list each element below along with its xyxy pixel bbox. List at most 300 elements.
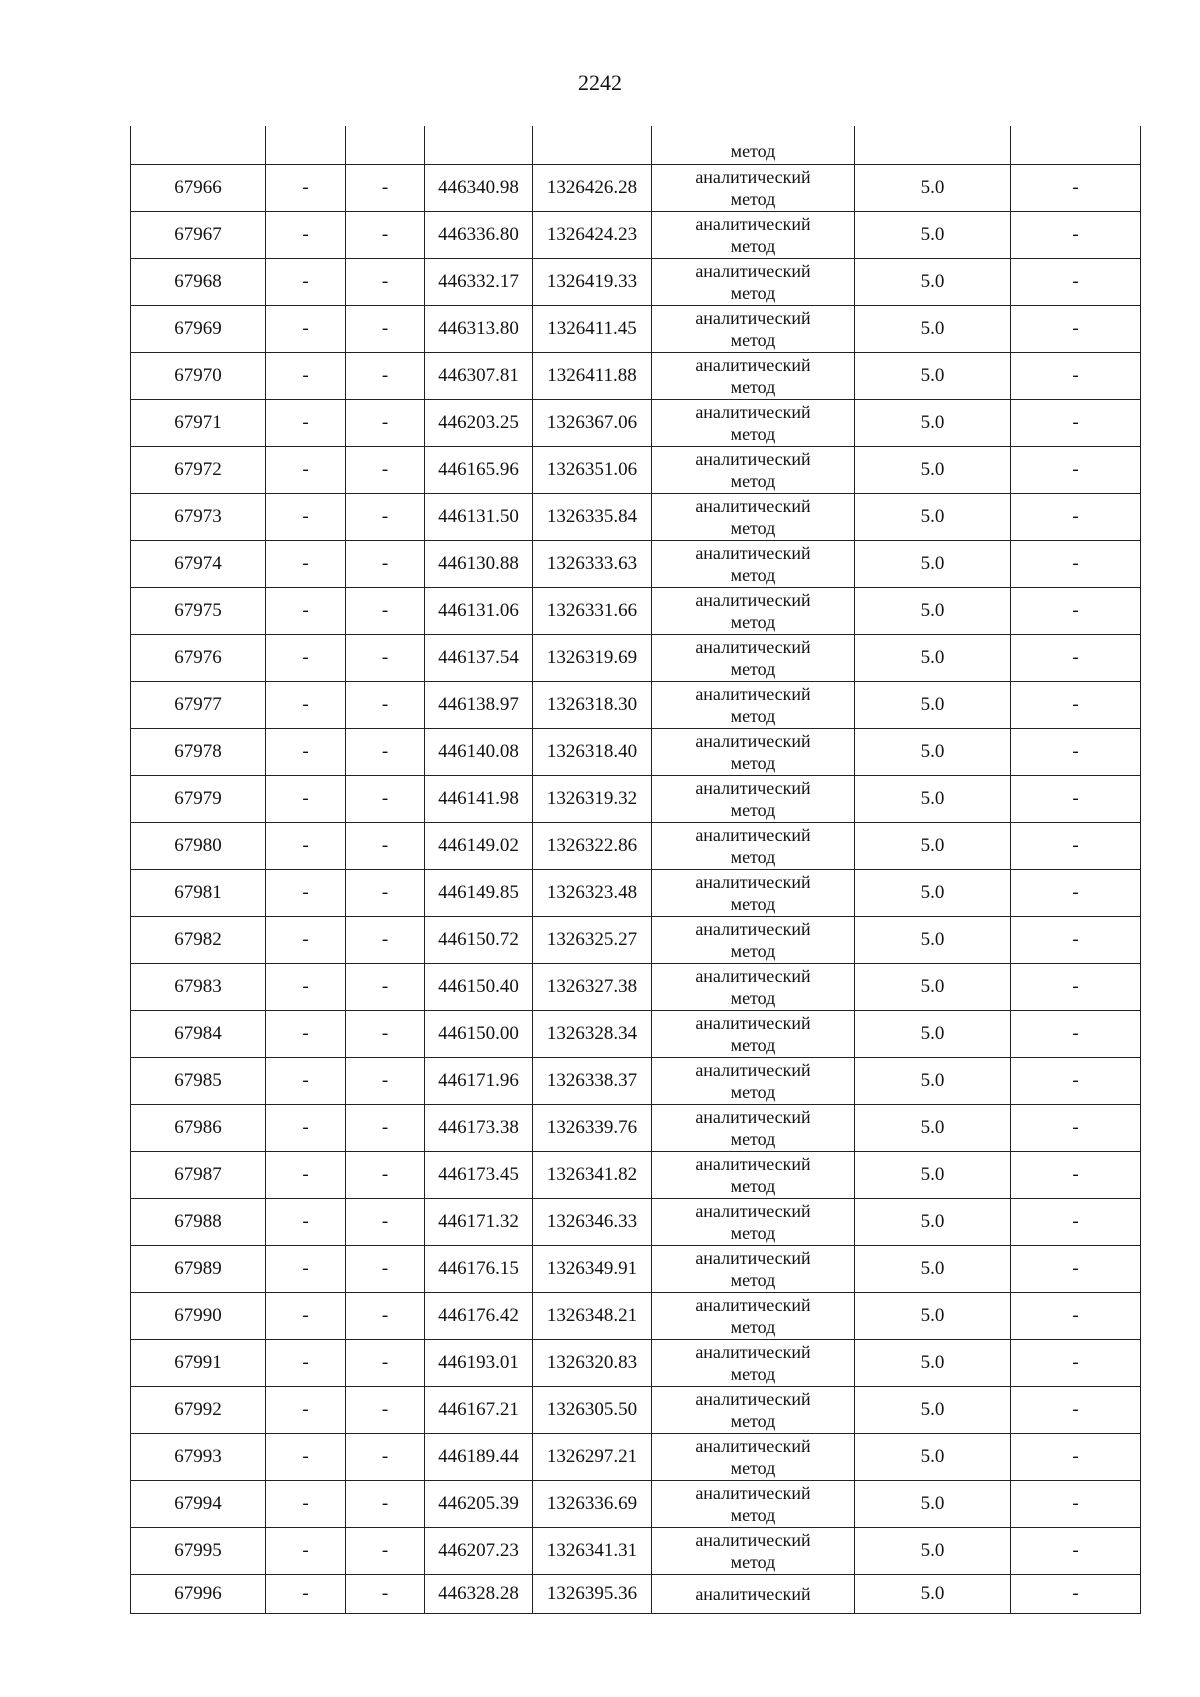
cell-col3 — [346, 126, 425, 165]
cell-accuracy: 5.0 — [855, 165, 1011, 212]
cell-id: 67995 — [131, 1528, 266, 1575]
cell-col8: - — [1011, 400, 1141, 447]
cell-col2: - — [266, 823, 346, 870]
cell-x: 446328.28 — [425, 1575, 533, 1614]
cell-col2: - — [266, 494, 346, 541]
cell-method — [652, 729, 855, 776]
cell-x: 446141.98 — [425, 776, 533, 823]
method-line: аналитический — [695, 919, 811, 939]
cell-col3: - — [346, 447, 425, 494]
cell-id: 67969 — [131, 306, 266, 353]
cell-y: 1326318.30 — [533, 682, 652, 729]
cell-method — [652, 1199, 855, 1246]
cell-method — [652, 1293, 855, 1340]
table-row — [131, 1340, 1141, 1387]
cell-col3: - — [346, 259, 425, 306]
table-row — [131, 776, 1141, 823]
cell-col3: - — [346, 306, 425, 353]
cell-col2: - — [266, 1246, 346, 1293]
cell-id: 67985 — [131, 1058, 266, 1105]
method-line: метод — [730, 377, 776, 397]
cell-col8: - — [1011, 1058, 1141, 1105]
cell-method — [652, 212, 855, 259]
cell-col3: - — [346, 1246, 425, 1293]
cell-x: 446332.17 — [425, 259, 533, 306]
cell-col8: - — [1011, 917, 1141, 964]
cell-col8: - — [1011, 353, 1141, 400]
cell-id: 67992 — [131, 1387, 266, 1434]
method-line: аналитический — [695, 1483, 811, 1503]
method-line: аналитический — [695, 1013, 811, 1033]
cell-col2: - — [266, 1058, 346, 1105]
method-line: метод — [730, 1552, 776, 1572]
method-line: аналитический — [695, 496, 811, 516]
cell-id: 67982 — [131, 917, 266, 964]
cell-col2: - — [266, 870, 346, 917]
cell-x: 446137.54 — [425, 635, 533, 682]
cell-id: 67979 — [131, 776, 266, 823]
cell-col8: - — [1011, 1293, 1141, 1340]
cell-y: 1326419.33 — [533, 259, 652, 306]
cell-col8: - — [1011, 1528, 1141, 1575]
method-line: аналитический — [695, 637, 811, 657]
cell-col8: - — [1011, 212, 1141, 259]
table-body — [131, 126, 1141, 1614]
continuation-row — [131, 126, 1141, 165]
cell-accuracy: 5.0 — [855, 400, 1011, 447]
cell-col2: - — [266, 1481, 346, 1528]
method-line: аналитический — [695, 1154, 811, 1174]
cell-y: 1326328.34 — [533, 1011, 652, 1058]
cell-col3: - — [346, 1011, 425, 1058]
cell-col2: - — [266, 541, 346, 588]
cell-accuracy: 5.0 — [855, 1387, 1011, 1434]
cell-method — [652, 353, 855, 400]
cell-col8: - — [1011, 165, 1141, 212]
method-line: аналитический — [695, 308, 811, 328]
cell-y: 1326297.21 — [533, 1434, 652, 1481]
cell-id: 67973 — [131, 494, 266, 541]
method-line: метод — [730, 659, 776, 679]
cell-col2: - — [266, 635, 346, 682]
cell-accuracy: 5.0 — [855, 588, 1011, 635]
cell-y: 1326322.86 — [533, 823, 652, 870]
cell-col3: - — [346, 870, 425, 917]
cell-y: 1326341.82 — [533, 1152, 652, 1199]
cell-accuracy — [855, 126, 1011, 165]
method-line: аналитический — [695, 1060, 811, 1080]
cell-accuracy: 5.0 — [855, 964, 1011, 1011]
cell-col8: - — [1011, 635, 1141, 682]
cell-col3: - — [346, 1434, 425, 1481]
cell-y: 1326424.23 — [533, 212, 652, 259]
cell-method — [652, 1387, 855, 1434]
table-row — [131, 682, 1141, 729]
cell-accuracy: 5.0 — [855, 1199, 1011, 1246]
cell-y: 1326411.45 — [533, 306, 652, 353]
method-line: аналитический — [695, 261, 811, 281]
method-line: метод — [730, 988, 776, 1008]
table-row — [131, 1528, 1141, 1575]
cell-x: 446149.02 — [425, 823, 533, 870]
cell-x: 446171.32 — [425, 1199, 533, 1246]
cell-col3: - — [346, 964, 425, 1011]
cell-col2: - — [266, 400, 346, 447]
cell-accuracy: 5.0 — [855, 1246, 1011, 1293]
table-row — [131, 635, 1141, 682]
cell-id: 67990 — [131, 1293, 266, 1340]
cell-col2 — [266, 126, 346, 165]
cell-accuracy: 5.0 — [855, 1481, 1011, 1528]
cell-col8: - — [1011, 588, 1141, 635]
cell-x: 446171.96 — [425, 1058, 533, 1105]
cell-y: 1326336.69 — [533, 1481, 652, 1528]
cell-col8: - — [1011, 682, 1141, 729]
cell-col2: - — [266, 1528, 346, 1575]
cell-method — [652, 1481, 855, 1528]
cell-col3: - — [346, 212, 425, 259]
cell-x — [425, 126, 533, 165]
cell-method — [652, 635, 855, 682]
cell-x: 446131.50 — [425, 494, 533, 541]
cell-col2: - — [266, 1575, 346, 1614]
cell-method — [652, 541, 855, 588]
cell-id: 67975 — [131, 588, 266, 635]
cell-x: 446149.85 — [425, 870, 533, 917]
cell-method — [652, 1152, 855, 1199]
table-row — [131, 823, 1141, 870]
table-row — [131, 1011, 1141, 1058]
cell-col2: - — [266, 212, 346, 259]
table-row — [131, 1575, 1141, 1614]
cell-accuracy: 5.0 — [855, 212, 1011, 259]
cell-method — [652, 682, 855, 729]
method-line: метод — [730, 1270, 776, 1290]
cell-id: 67988 — [131, 1199, 266, 1246]
cell-x: 446165.96 — [425, 447, 533, 494]
cell-x: 446150.72 — [425, 917, 533, 964]
cell-y: 1326323.48 — [533, 870, 652, 917]
table-row — [131, 1293, 1141, 1340]
method-line: аналитический — [695, 1201, 811, 1221]
cell-method — [652, 1575, 855, 1614]
table-row — [131, 400, 1141, 447]
cell-method — [652, 447, 855, 494]
method-line: аналитический — [695, 872, 811, 892]
method-line: аналитический — [695, 543, 811, 563]
cell-col8: - — [1011, 447, 1141, 494]
cell-col3: - — [346, 823, 425, 870]
cell-x: 446173.45 — [425, 1152, 533, 1199]
cell-col8: - — [1011, 1246, 1141, 1293]
cell-id: 67983 — [131, 964, 266, 1011]
method-line: метод — [730, 236, 776, 256]
cell-col8: - — [1011, 729, 1141, 776]
cell-col8: - — [1011, 1340, 1141, 1387]
cell-accuracy: 5.0 — [855, 1340, 1011, 1387]
cell-col2: - — [266, 259, 346, 306]
table-row — [131, 729, 1141, 776]
cell-col2: - — [266, 1387, 346, 1434]
cell-col3: - — [346, 353, 425, 400]
cell-col2: - — [266, 964, 346, 1011]
cell-accuracy: 5.0 — [855, 917, 1011, 964]
cell-col8 — [1011, 126, 1141, 165]
method-line: аналитический — [695, 778, 811, 798]
cell-method — [652, 1246, 855, 1293]
cell-id: 67980 — [131, 823, 266, 870]
cell-col2: - — [266, 1152, 346, 1199]
cell-method — [652, 917, 855, 964]
method-line: метод — [730, 1082, 776, 1102]
cell-x: 446203.25 — [425, 400, 533, 447]
cell-method — [652, 1434, 855, 1481]
cell-x: 446131.06 — [425, 588, 533, 635]
cell-accuracy: 5.0 — [855, 1105, 1011, 1152]
method-line: метод — [730, 800, 776, 820]
cell-col2: - — [266, 588, 346, 635]
cell-x: 446313.80 — [425, 306, 533, 353]
cell-method — [652, 494, 855, 541]
method-line: метод — [730, 1129, 776, 1149]
cell-col3: - — [346, 1340, 425, 1387]
cell-accuracy: 5.0 — [855, 259, 1011, 306]
method-line: метод — [730, 1458, 776, 1478]
cell-method — [652, 259, 855, 306]
cell-y: 1326367.06 — [533, 400, 652, 447]
cell-col2: - — [266, 1011, 346, 1058]
cell-accuracy: 5.0 — [855, 1058, 1011, 1105]
cell-id: 67986 — [131, 1105, 266, 1152]
cell-id: 67966 — [131, 165, 266, 212]
cell-id: 67974 — [131, 541, 266, 588]
cell-accuracy: 5.0 — [855, 1528, 1011, 1575]
method-line: аналитический — [695, 1295, 811, 1315]
cell-y: 1326411.88 — [533, 353, 652, 400]
method-line: метод — [730, 1035, 776, 1055]
cell-method — [652, 306, 855, 353]
cell-accuracy: 5.0 — [855, 541, 1011, 588]
cell-id: 67981 — [131, 870, 266, 917]
cell-method — [652, 776, 855, 823]
cell-col8: - — [1011, 306, 1141, 353]
cell-col8: - — [1011, 1105, 1141, 1152]
cell-col3: - — [346, 1575, 425, 1614]
cell-col3: - — [346, 1528, 425, 1575]
method-line: аналитический — [695, 590, 811, 610]
method-line: метод — [730, 565, 776, 585]
cell-col3: - — [346, 1293, 425, 1340]
cell-col3: - — [346, 635, 425, 682]
method-line: аналитический — [695, 966, 811, 986]
cell-col8: - — [1011, 1434, 1141, 1481]
cell-accuracy: 5.0 — [855, 682, 1011, 729]
method-line: метод — [730, 1364, 776, 1384]
cell-col3: - — [346, 729, 425, 776]
cell-id: 67991 — [131, 1340, 266, 1387]
cell-y: 1326426.28 — [533, 165, 652, 212]
cell-y: 1326341.31 — [533, 1528, 652, 1575]
cell-y: 1326335.84 — [533, 494, 652, 541]
cell-col3: - — [346, 1481, 425, 1528]
cell-method — [652, 588, 855, 635]
table-row — [131, 541, 1141, 588]
method-line: метод — [730, 189, 776, 209]
cell-method — [652, 400, 855, 447]
cell-x: 446130.88 — [425, 541, 533, 588]
method-line: аналитический — [695, 1530, 811, 1550]
cell-col3: - — [346, 1152, 425, 1199]
cell-id: 67993 — [131, 1434, 266, 1481]
cell-col8: - — [1011, 494, 1141, 541]
method-line: аналитический — [695, 684, 811, 704]
cell-y: 1326327.38 — [533, 964, 652, 1011]
cell-x: 446189.44 — [425, 1434, 533, 1481]
cell-x: 446167.21 — [425, 1387, 533, 1434]
cell-col8: - — [1011, 1011, 1141, 1058]
cell-col8: - — [1011, 541, 1141, 588]
cell-method: метод — [652, 126, 855, 165]
cell-id: 67970 — [131, 353, 266, 400]
table-row — [131, 306, 1141, 353]
cell-method — [652, 1105, 855, 1152]
cell-x: 446138.97 — [425, 682, 533, 729]
cell-accuracy: 5.0 — [855, 447, 1011, 494]
method-line: метод — [730, 941, 776, 961]
cell-id: 67989 — [131, 1246, 266, 1293]
cell-col3: - — [346, 1387, 425, 1434]
method-line: аналитический — [695, 449, 811, 469]
method-line: метод — [730, 894, 776, 914]
cell-col3: - — [346, 1199, 425, 1246]
table-row — [131, 1246, 1141, 1293]
cell-col3: - — [346, 541, 425, 588]
method-line: аналитический — [695, 214, 811, 234]
cell-col8: - — [1011, 1152, 1141, 1199]
cell-accuracy: 5.0 — [855, 306, 1011, 353]
table-row — [131, 259, 1141, 306]
method-line: аналитический — [695, 167, 811, 187]
cell-id: 67971 — [131, 400, 266, 447]
table-row — [131, 447, 1141, 494]
cell-id: 67996 — [131, 1575, 266, 1614]
method-line: метод — [730, 1223, 776, 1243]
method-line: метод — [730, 330, 776, 350]
cell-col3: - — [346, 1105, 425, 1152]
cell-y: 1326318.40 — [533, 729, 652, 776]
table-row — [131, 165, 1141, 212]
method-line: аналитический — [695, 1248, 811, 1268]
cell-x: 446176.15 — [425, 1246, 533, 1293]
table-row — [131, 1481, 1141, 1528]
method-line: метод — [730, 706, 776, 726]
method-line: метод — [730, 1176, 776, 1196]
cell-x: 446150.40 — [425, 964, 533, 1011]
cell-col2: - — [266, 1340, 346, 1387]
table-row — [131, 588, 1141, 635]
cell-id: 67977 — [131, 682, 266, 729]
cell-y: 1326319.32 — [533, 776, 652, 823]
cell-col2: - — [266, 729, 346, 776]
cell-col8: - — [1011, 1199, 1141, 1246]
cell-y: 1326319.69 — [533, 635, 652, 682]
cell-col2: - — [266, 306, 346, 353]
cell-accuracy: 5.0 — [855, 635, 1011, 682]
method-line: аналитический — [695, 402, 811, 422]
cell-col8: - — [1011, 823, 1141, 870]
method-line: аналитический — [695, 1107, 811, 1127]
method-line: аналитический — [695, 1436, 811, 1456]
cell-y: 1326348.21 — [533, 1293, 652, 1340]
cell-method — [652, 165, 855, 212]
cell-col2: - — [266, 682, 346, 729]
cell-accuracy: 5.0 — [855, 729, 1011, 776]
cell-x: 446140.08 — [425, 729, 533, 776]
cell-id: 67994 — [131, 1481, 266, 1528]
cell-col3: - — [346, 1058, 425, 1105]
method-line: аналитический — [695, 355, 811, 375]
method-line: метод — [730, 283, 776, 303]
cell-col8: - — [1011, 776, 1141, 823]
table-row — [131, 964, 1141, 1011]
cell-y: 1326305.50 — [533, 1387, 652, 1434]
method-line: метод — [730, 847, 776, 867]
cell-col3: - — [346, 588, 425, 635]
cell-col2: - — [266, 353, 346, 400]
cell-id: 67968 — [131, 259, 266, 306]
cell-col2: - — [266, 1199, 346, 1246]
table-row — [131, 212, 1141, 259]
cell-x: 446336.80 — [425, 212, 533, 259]
cell-col8: - — [1011, 964, 1141, 1011]
cell-x: 446193.01 — [425, 1340, 533, 1387]
table-row — [131, 917, 1141, 964]
method-line: метод — [730, 612, 776, 632]
coordinates-table — [130, 126, 1141, 1614]
cell-col2: - — [266, 917, 346, 964]
cell-col8: - — [1011, 870, 1141, 917]
method-line: метод — [730, 1317, 776, 1337]
cell-y: 1326325.27 — [533, 917, 652, 964]
cell-method — [652, 1011, 855, 1058]
table-row — [131, 1105, 1141, 1152]
cell-y: 1326338.37 — [533, 1058, 652, 1105]
cell-col8: - — [1011, 1575, 1141, 1614]
cell-col8: - — [1011, 259, 1141, 306]
cell-accuracy: 5.0 — [855, 1011, 1011, 1058]
cell-id: 67978 — [131, 729, 266, 776]
table-row — [131, 353, 1141, 400]
cell-method — [652, 870, 855, 917]
cell-col3: - — [346, 682, 425, 729]
cell-col2: - — [266, 447, 346, 494]
cell-col2: - — [266, 776, 346, 823]
table-row — [131, 1152, 1141, 1199]
method-line: аналитический — [695, 1342, 811, 1362]
cell-method — [652, 1058, 855, 1105]
table-row — [131, 1387, 1141, 1434]
cell-accuracy: 5.0 — [855, 1434, 1011, 1481]
cell-col3: - — [346, 776, 425, 823]
cell-accuracy: 5.0 — [855, 1575, 1011, 1614]
method-line: метод — [730, 753, 776, 773]
cell-id: 67976 — [131, 635, 266, 682]
cell-y: 1326346.33 — [533, 1199, 652, 1246]
table-row — [131, 1058, 1141, 1105]
cell-col3: - — [346, 165, 425, 212]
method-line: метод — [730, 1411, 776, 1431]
method-line: аналитический — [695, 731, 811, 751]
